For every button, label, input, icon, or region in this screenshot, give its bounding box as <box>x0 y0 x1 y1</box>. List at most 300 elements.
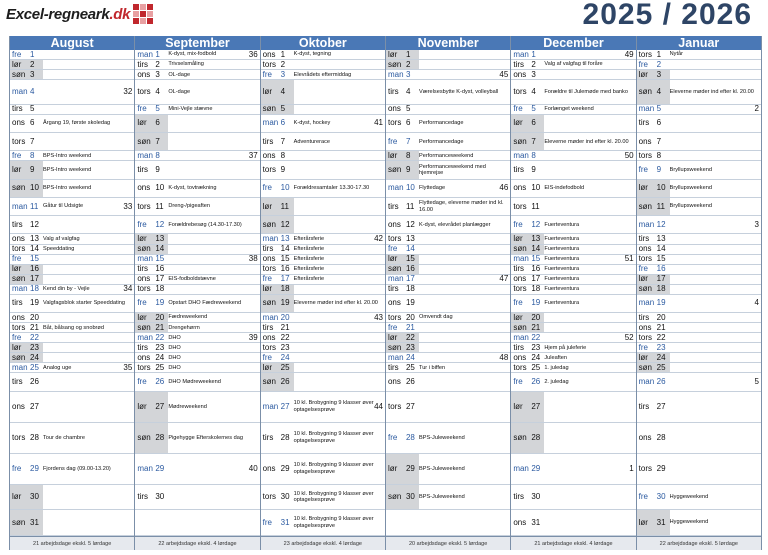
day-number: 12 <box>405 219 415 229</box>
day-row[interactable] <box>386 151 510 161</box>
weekday-label: fre <box>137 104 147 114</box>
weekday-label: tirs <box>12 298 23 308</box>
logo-grid-icon <box>133 4 153 24</box>
day-row[interactable] <box>261 285 385 295</box>
day-row[interactable] <box>637 343 761 353</box>
day-row[interactable] <box>10 70 134 80</box>
day-row[interactable] <box>135 198 259 216</box>
day-row[interactable] <box>261 133 385 151</box>
day-row[interactable] <box>511 353 635 363</box>
day-row[interactable] <box>511 151 635 161</box>
day-row[interactable] <box>135 180 259 198</box>
weekday-label: fre <box>262 353 272 362</box>
day-row[interactable] <box>637 295 761 313</box>
weekday-label: tors <box>638 463 652 473</box>
day-row[interactable] <box>261 234 385 244</box>
day-row[interactable] <box>10 343 134 353</box>
day-row[interactable] <box>511 180 635 198</box>
day-row[interactable] <box>386 105 510 115</box>
day-row[interactable] <box>261 161 385 179</box>
day-row[interactable] <box>135 265 259 275</box>
day-row[interactable] <box>10 333 134 343</box>
day-row[interactable] <box>135 133 259 151</box>
day-number: 19 <box>405 298 415 308</box>
day-row[interactable] <box>511 60 635 70</box>
day-row[interactable] <box>386 323 510 333</box>
day-row[interactable] <box>386 313 510 323</box>
weekday-label: man <box>12 284 28 294</box>
day-row[interactable] <box>10 80 134 105</box>
day-number: 25 <box>30 363 39 372</box>
day-row[interactable] <box>511 323 635 333</box>
event-text: DHO Mødreweekend <box>168 378 221 385</box>
day-row[interactable] <box>10 423 134 454</box>
day-row[interactable] <box>135 255 259 265</box>
day-number: 31 <box>280 517 290 527</box>
day-row[interactable] <box>511 133 635 151</box>
day-number: 3 <box>531 70 536 79</box>
weekday-label: tirs <box>513 165 524 175</box>
day-row[interactable] <box>261 50 385 60</box>
logo[interactable] <box>6 4 153 24</box>
event-text: Hjem på juleferie <box>544 344 587 351</box>
day-row[interactable] <box>386 392 510 423</box>
weekday-label: søn <box>638 284 652 294</box>
event-text: Fuerteventura <box>544 286 580 293</box>
day-row[interactable] <box>10 133 134 151</box>
day-row[interactable] <box>637 313 761 323</box>
day-row[interactable] <box>261 60 385 70</box>
day-row[interactable] <box>637 80 761 105</box>
event-text: Fuerteventura <box>544 266 580 273</box>
day-row[interactable] <box>10 353 134 363</box>
day-number: 8 <box>155 151 160 160</box>
day-number: 29 <box>30 463 39 473</box>
week-number: 38 <box>248 254 258 264</box>
day-number: 31 <box>656 517 666 527</box>
day-row[interactable] <box>386 275 510 285</box>
day-row[interactable] <box>135 115 259 133</box>
day-list <box>261 50 385 536</box>
day-row[interactable] <box>261 363 385 373</box>
day-row[interactable] <box>637 133 761 151</box>
event-text: OL-dage <box>168 88 191 95</box>
weekday-label: tirs <box>262 323 274 332</box>
day-row[interactable] <box>637 265 761 275</box>
day-row[interactable] <box>386 255 510 265</box>
day-row[interactable] <box>637 234 761 244</box>
day-row[interactable] <box>386 285 510 295</box>
event-text: Efterårsferie <box>293 276 325 283</box>
day-row[interactable] <box>511 70 635 80</box>
month-header: Oktober <box>261 36 385 50</box>
day-row[interactable] <box>135 60 259 70</box>
weekday-label: fre <box>12 50 22 59</box>
day-row[interactable] <box>135 285 259 295</box>
day-row[interactable] <box>511 295 635 313</box>
day-row[interactable] <box>10 161 134 179</box>
day-row[interactable] <box>511 80 635 105</box>
day-row[interactable] <box>10 285 134 295</box>
day-row[interactable] <box>511 198 635 216</box>
weekday-label: man <box>387 353 404 362</box>
day-row[interactable] <box>637 161 761 179</box>
day-row[interactable] <box>386 510 510 536</box>
day-row[interactable] <box>10 105 134 115</box>
day-row[interactable] <box>135 333 259 343</box>
day-row[interactable] <box>261 323 385 333</box>
day-row[interactable] <box>261 275 385 285</box>
day-list <box>386 50 510 536</box>
day-number: 29 <box>656 463 666 473</box>
day-row[interactable] <box>261 510 385 536</box>
day-row[interactable] <box>261 373 385 391</box>
weekday-label: lør <box>12 492 22 501</box>
day-row[interactable] <box>135 454 259 485</box>
day-row[interactable] <box>511 161 635 179</box>
day-row[interactable] <box>261 343 385 353</box>
day-row[interactable] <box>261 392 385 423</box>
day-row[interactable] <box>637 198 761 216</box>
day-row[interactable] <box>637 485 761 511</box>
weekday-label: tors <box>638 50 652 59</box>
day-row[interactable] <box>135 392 259 423</box>
day-row[interactable] <box>135 510 259 536</box>
event-text: OL-dage <box>168 71 191 78</box>
week-number: 45 <box>499 70 509 79</box>
day-row[interactable] <box>135 70 259 80</box>
day-row[interactable] <box>10 198 134 216</box>
day-row[interactable] <box>135 295 259 313</box>
weekday-label: tors <box>137 201 151 211</box>
day-number: 26 <box>280 376 290 386</box>
month-header: November <box>386 36 510 50</box>
day-number: 14 <box>531 244 541 254</box>
day-row[interactable] <box>261 151 385 161</box>
day-row[interactable] <box>261 313 385 323</box>
day-row[interactable] <box>637 50 761 60</box>
day-row[interactable] <box>10 216 134 234</box>
day-row[interactable] <box>637 60 761 70</box>
day-row[interactable] <box>10 454 134 485</box>
weekday-label: ons <box>12 313 25 322</box>
weekday-label: ons <box>137 70 151 79</box>
event-text: Tur i biffen <box>418 364 446 371</box>
day-row[interactable] <box>386 133 510 151</box>
day-row[interactable] <box>10 295 134 313</box>
day-row[interactable] <box>637 454 761 485</box>
day-row[interactable] <box>135 423 259 454</box>
weekday-label: tirs <box>513 343 524 352</box>
weekday-label: ons <box>137 353 151 362</box>
event-text: Fuerteventura <box>544 276 580 283</box>
week-number: 3 <box>754 219 759 229</box>
week-number: 34 <box>123 284 133 294</box>
day-row[interactable] <box>637 333 761 343</box>
day-row[interactable] <box>386 216 510 234</box>
day-row[interactable] <box>511 333 635 343</box>
day-number: 28 <box>155 432 165 442</box>
day-row[interactable] <box>135 234 259 244</box>
day-row[interactable] <box>386 353 510 363</box>
day-row[interactable] <box>511 313 635 323</box>
day-row[interactable] <box>386 423 510 454</box>
day-row[interactable] <box>261 180 385 198</box>
day-row[interactable] <box>261 265 385 275</box>
day-row[interactable] <box>261 216 385 234</box>
day-number: 2 <box>656 60 662 69</box>
weekday-label: ons <box>387 376 401 386</box>
weekday-label: tors <box>638 333 652 342</box>
day-row[interactable] <box>637 151 761 161</box>
day-row[interactable] <box>135 343 259 353</box>
day-row[interactable] <box>261 80 385 105</box>
day-row[interactable] <box>637 70 761 80</box>
day-number: 14 <box>656 244 666 254</box>
day-number: 2 <box>155 60 160 69</box>
weekday-label: tors <box>387 234 402 243</box>
day-row[interactable] <box>135 151 259 161</box>
day-row[interactable] <box>261 115 385 133</box>
event-text: BPS-Juleweekend <box>418 493 465 500</box>
day-row[interactable] <box>637 115 761 133</box>
day-row[interactable] <box>261 198 385 216</box>
day-row[interactable] <box>10 323 134 333</box>
day-row[interactable] <box>386 234 510 244</box>
day-row[interactable] <box>511 363 635 373</box>
week-number: 39 <box>248 333 258 342</box>
weekday-label: tors <box>387 313 402 322</box>
day-row[interactable] <box>135 105 259 115</box>
weekday-label: søn <box>638 201 652 211</box>
day-row[interactable] <box>135 80 259 105</box>
day-row[interactable] <box>10 265 134 275</box>
day-row[interactable] <box>637 323 761 333</box>
day-row[interactable] <box>637 510 761 536</box>
day-row[interactable] <box>261 70 385 80</box>
day-number: 21 <box>405 323 415 332</box>
day-row[interactable] <box>386 333 510 343</box>
weekday-label: søn <box>387 165 402 175</box>
event-text: Fuerteventura <box>544 256 580 262</box>
weekday-label: lør <box>387 50 398 59</box>
day-row[interactable] <box>10 115 134 133</box>
weekday-label: ons <box>638 244 652 254</box>
day-row[interactable] <box>261 333 385 343</box>
day-row[interactable] <box>261 485 385 511</box>
day-row[interactable] <box>386 70 510 80</box>
weekday-label: fre <box>387 432 398 442</box>
weekday-label: man <box>262 401 279 411</box>
day-number: 31 <box>531 517 541 527</box>
day-row[interactable] <box>10 392 134 423</box>
day-row[interactable] <box>135 485 259 511</box>
day-row[interactable] <box>637 275 761 285</box>
month-footer: 23 arbejdsdage ekskl. 4 lørdage <box>261 536 385 550</box>
weekday-label: ons <box>387 219 401 229</box>
day-row[interactable] <box>10 485 134 511</box>
day-row[interactable] <box>386 265 510 275</box>
day-row[interactable] <box>637 423 761 454</box>
day-number: 5 <box>656 104 662 114</box>
day-number: 4 <box>30 86 35 96</box>
day-row[interactable] <box>261 423 385 454</box>
day-row[interactable] <box>386 115 510 133</box>
day-row[interactable] <box>511 255 635 265</box>
day-row[interactable] <box>386 180 510 198</box>
day-row[interactable] <box>637 363 761 373</box>
day-row[interactable] <box>10 373 134 391</box>
day-row[interactable] <box>135 50 259 60</box>
day-row[interactable] <box>10 50 134 60</box>
day-row[interactable] <box>511 343 635 353</box>
day-row[interactable] <box>511 392 635 423</box>
day-row[interactable] <box>511 510 635 536</box>
event-text: Hyggeweekend <box>669 493 709 500</box>
day-row[interactable] <box>135 353 259 363</box>
day-row[interactable] <box>386 363 510 373</box>
weekday-label: tirs <box>137 60 148 69</box>
event-text: Trivselsmåling <box>168 61 204 68</box>
event-text: Eleverne møder ind efter kl. 20.00 <box>293 300 378 307</box>
week-number: 37 <box>248 151 258 160</box>
weekday-label: tirs <box>638 118 650 128</box>
day-row[interactable] <box>386 161 510 179</box>
day-row[interactable] <box>511 245 635 255</box>
event-text: Bryllupsweekend <box>669 166 712 173</box>
month-footer: 20 arbejdsdage ekskl. 5 lørdage <box>386 536 510 550</box>
weekday-label: søn <box>12 70 26 79</box>
month-footer: 22 arbejdsdage ekskl. 4 lørdage <box>135 536 259 550</box>
day-row[interactable] <box>10 313 134 323</box>
day-row[interactable] <box>637 353 761 363</box>
day-row[interactable] <box>637 105 761 115</box>
week-number: 50 <box>624 151 634 160</box>
day-row[interactable] <box>511 423 635 454</box>
day-row[interactable] <box>386 245 510 255</box>
day-row[interactable] <box>135 216 259 234</box>
day-row[interactable] <box>637 255 761 265</box>
day-row[interactable] <box>10 363 134 373</box>
event-text: Drengehørm <box>168 324 200 331</box>
week-number: 43 <box>374 313 383 322</box>
weekday-label: tirs <box>137 492 148 501</box>
day-row[interactable] <box>637 373 761 391</box>
day-row[interactable] <box>637 180 761 198</box>
event-text: DHO <box>168 334 181 341</box>
weekday-label: fre <box>638 165 648 175</box>
day-row[interactable] <box>511 105 635 115</box>
day-row[interactable] <box>637 216 761 234</box>
day-number: 1 <box>656 50 662 59</box>
day-row[interactable] <box>511 454 635 485</box>
event-text: BPS-Juleweekend <box>418 434 465 441</box>
day-number: 6 <box>405 118 411 128</box>
day-row[interactable] <box>135 161 259 179</box>
weekday-label: søn <box>137 323 151 332</box>
event-text: Elevrådets eftermiddag <box>293 71 352 78</box>
weekday-label: ons <box>12 234 25 243</box>
weekday-label: ons <box>262 333 276 342</box>
day-row[interactable] <box>261 353 385 363</box>
day-number: 30 <box>405 492 415 501</box>
event-text: 10 kl. Brobygning 9 klasser øver optagelsesprøve <box>293 462 374 475</box>
day-row[interactable] <box>511 275 635 285</box>
day-row[interactable] <box>10 255 134 265</box>
day-row[interactable] <box>637 245 761 255</box>
day-row[interactable] <box>386 373 510 391</box>
day-row[interactable] <box>135 313 259 323</box>
day-row[interactable] <box>10 60 134 70</box>
day-row[interactable] <box>386 198 510 216</box>
day-row[interactable] <box>386 60 510 70</box>
day-row[interactable] <box>386 80 510 105</box>
weekday-label: tirs <box>387 86 399 96</box>
weekday-label: man <box>513 333 529 342</box>
day-row[interactable] <box>10 151 134 161</box>
day-row[interactable] <box>511 285 635 295</box>
day-number: 1 <box>531 50 536 59</box>
day-row[interactable] <box>386 343 510 353</box>
weekday-label: tirs <box>513 264 524 274</box>
day-number: 19 <box>30 298 39 308</box>
day-row[interactable] <box>261 255 385 265</box>
day-number: 9 <box>656 165 662 175</box>
event-text: BPS-Intro weekend <box>43 166 92 173</box>
day-row[interactable] <box>10 234 134 244</box>
day-row[interactable] <box>135 245 259 255</box>
day-row[interactable] <box>511 373 635 391</box>
weekday-label: søn <box>262 298 276 308</box>
weekday-label: fre <box>12 151 22 160</box>
day-row[interactable] <box>637 285 761 295</box>
day-row[interactable] <box>10 180 134 198</box>
weekday-label: ons <box>513 183 527 193</box>
day-number: 25 <box>531 363 541 372</box>
day-row[interactable] <box>386 485 510 511</box>
day-number: 26 <box>531 376 541 386</box>
event-text: Mødreweekend <box>168 403 207 410</box>
day-row[interactable] <box>386 454 510 485</box>
day-row[interactable] <box>261 454 385 485</box>
day-row[interactable] <box>135 363 259 373</box>
day-row[interactable] <box>511 50 635 60</box>
day-row[interactable] <box>637 392 761 423</box>
weekday-label: tors <box>12 136 26 146</box>
day-row[interactable] <box>10 275 134 285</box>
day-row[interactable] <box>10 510 134 536</box>
day-row[interactable] <box>511 234 635 244</box>
day-row[interactable] <box>386 50 510 60</box>
day-number: 3 <box>405 70 411 79</box>
day-row[interactable] <box>135 323 259 333</box>
day-row[interactable] <box>511 485 635 511</box>
event-text: Valgfagsblok starter Speeddating <box>43 300 125 307</box>
day-row[interactable] <box>511 115 635 133</box>
day-row[interactable] <box>511 265 635 275</box>
day-number: 30 <box>656 492 666 501</box>
day-row[interactable] <box>135 275 259 285</box>
weekday-label: tors <box>137 86 151 96</box>
day-row[interactable] <box>511 216 635 234</box>
day-row[interactable] <box>135 373 259 391</box>
day-row[interactable] <box>386 295 510 313</box>
day-row[interactable] <box>261 245 385 255</box>
day-row[interactable] <box>261 295 385 313</box>
day-row[interactable] <box>261 105 385 115</box>
day-row[interactable] <box>10 245 134 255</box>
day-number: 25 <box>155 363 165 372</box>
